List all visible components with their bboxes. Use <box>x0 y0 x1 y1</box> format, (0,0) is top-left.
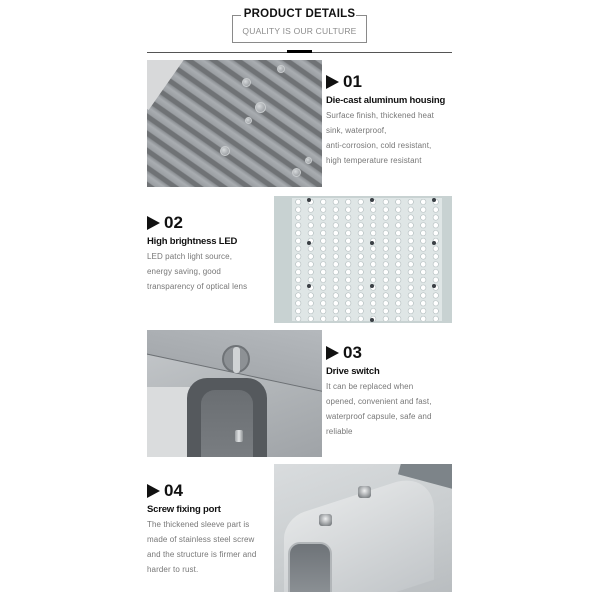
heat-sink-fins-photo <box>147 60 322 187</box>
feature-number: 03 <box>343 343 362 362</box>
led-board-screw <box>307 284 311 288</box>
feature-number: 01 <box>343 72 362 91</box>
section-header <box>232 8 367 43</box>
water-droplet <box>277 65 285 73</box>
led-board-screw <box>432 284 436 288</box>
play-triangle-icon <box>147 484 160 498</box>
feature-title: Screw fixing port <box>147 504 221 515</box>
water-droplet <box>242 78 251 87</box>
led-board-screw <box>307 198 311 202</box>
led-board-screw <box>307 241 311 245</box>
screw <box>235 430 243 442</box>
play-triangle-icon <box>147 216 160 230</box>
play-triangle-icon <box>326 75 339 89</box>
feature-01 <box>326 72 461 168</box>
play-triangle-icon <box>326 346 339 360</box>
screw-fixing-port-photo <box>274 464 452 592</box>
mounting-bracket <box>187 378 267 457</box>
feature-number: 02 <box>164 213 183 232</box>
led-board-screw <box>370 284 374 288</box>
feature-number: 04 <box>164 481 183 500</box>
stainless-screw <box>319 514 332 526</box>
feature-03 <box>326 343 461 439</box>
water-droplet <box>245 117 252 124</box>
feature-title: Die-cast aluminum housing <box>326 95 446 106</box>
feature-description: Surface finish, thickened heat sink, waterproof, anti-corrosion, cold resistant, high temperature resistant <box>326 111 434 165</box>
led-board-screw <box>432 198 436 202</box>
divider-accent-bar <box>287 50 312 53</box>
water-droplet <box>305 157 312 164</box>
section-subtitle: QUALITY IS OUR CULTURE <box>242 26 357 36</box>
feature-description: LED patch light source, energy saving, good transparency of optical lens <box>147 252 248 291</box>
feature-description: It can be replaced when opened, convenient and fast, waterproof capsule, safe and reliable <box>326 382 432 436</box>
feature-description: The thickened sleeve part is made of stainless steel screw and the structure is firmer and harder to rust. <box>147 520 257 574</box>
led-board-screw <box>432 241 436 245</box>
sleeve-opening <box>288 542 332 592</box>
feature-02 <box>147 213 282 294</box>
led-board-screw <box>370 198 374 202</box>
drive-switch-knob <box>222 345 250 373</box>
water-droplet <box>255 102 266 113</box>
feature-04 <box>147 481 282 577</box>
led-board-photo <box>274 196 452 323</box>
led-board-screw <box>370 241 374 245</box>
drive-switch-photo <box>147 330 322 457</box>
water-droplet <box>220 146 230 156</box>
section-title: PRODUCT DETAILS <box>241 8 358 20</box>
feature-title: Drive switch <box>326 366 380 377</box>
led-board-screw <box>370 318 374 322</box>
feature-title: High brightness LED <box>147 236 238 247</box>
water-droplet <box>292 168 301 177</box>
stainless-screw <box>358 486 371 498</box>
led-array <box>292 198 442 321</box>
